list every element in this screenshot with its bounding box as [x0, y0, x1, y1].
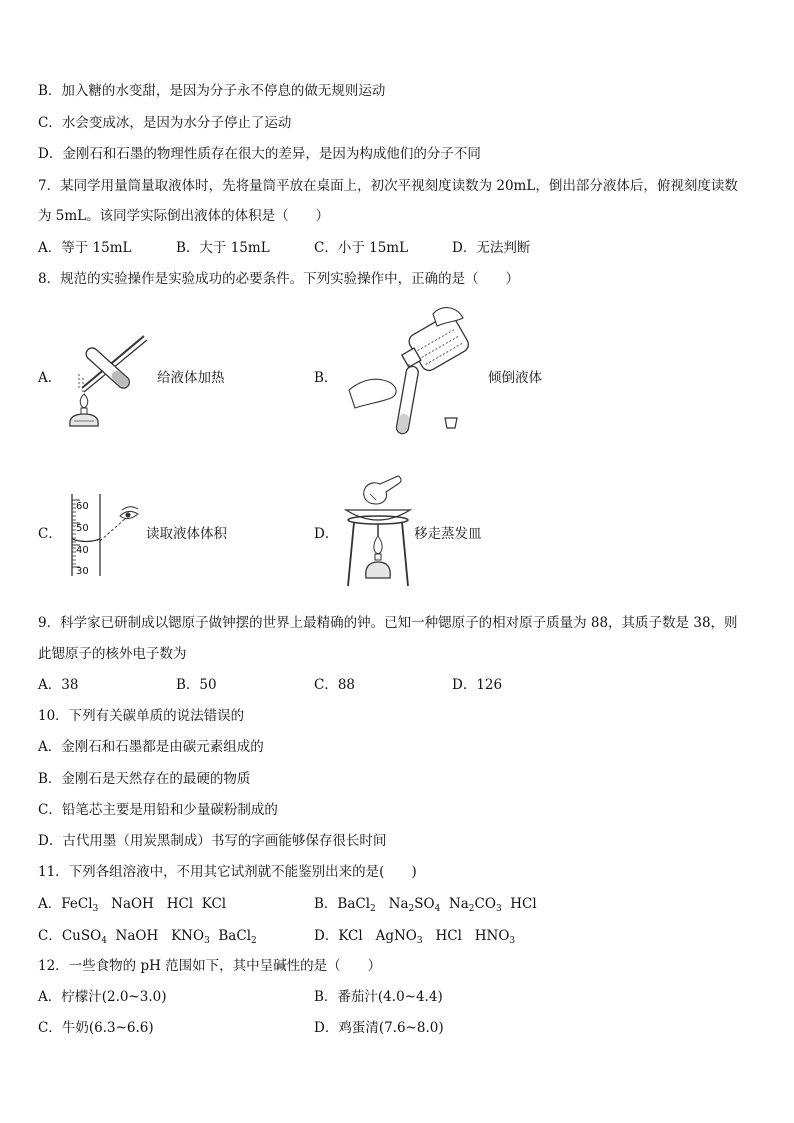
q9-option-a: A．38 [38, 677, 79, 693]
q9-stem-line1: 9．科学家已研制成以锶原子做钟摆的世界上最精确的钟。已知一种锶原子的相对原子质量为 88，其质子数是 38，则 [38, 615, 738, 631]
q8-option-d-letter: D． [314, 526, 339, 542]
q6-option-d: D．金刚石和石墨的物理性质存在很大的差异，是因为构成他们的分子不同 [38, 146, 481, 162]
cylinder-tick-30: 30 [76, 566, 89, 577]
cylinder-tick-50: 50 [76, 523, 89, 534]
q12-option-c: C．牛奶(6.3~6.6) [38, 1020, 154, 1036]
q9-option-d: D．126 [452, 677, 503, 693]
q7-option-c: C．小于 15mL [314, 240, 409, 256]
q11-option-a: A．FeCl$_3$ NaOH HCl KCl [38, 896, 227, 914]
q8-option-b-caption: 倾倒液体 [488, 370, 542, 386]
pouring-liquid-illustration [345, 302, 475, 437]
q11-option-d: D．KCl AgNO$_3$ HCl $HNO_3$ [314, 928, 516, 946]
q7-option-d: D．无法判断 [452, 240, 531, 256]
q8-option-d-caption: 移走蒸发皿 [414, 526, 482, 542]
q8-option-c-letter: C． [38, 526, 62, 542]
q9-option-b: B．50 [176, 677, 217, 693]
q10-stem: 10．下列有关碳单质的说法错误的 [38, 708, 245, 724]
q12-option-d: D．鸡蛋清(7.6~8.0) [314, 1020, 444, 1036]
q10-option-d: D．古代用墨（用炭黑制成）书写的字画能够保存很长时间 [38, 833, 387, 849]
q7-stem-line2: 为 5mL。该同学实际倒出液体的体积是（ ） [38, 208, 330, 224]
q11-option-b: B．BaCl$_2$ $Na_2SO_4$ $Na_2CO_3$ HCl [314, 896, 537, 914]
q11-stem: 11．下列各组溶液中，不用其它试剂就不能鉴别出来的是( ) [38, 864, 417, 880]
q7-stem-line1: 7．某同学用量筒量取液体时，先将量筒平放在桌面上，初次平视刻度读数为 20mL，倒出部分液体后，俯视刻度读数 [38, 178, 738, 194]
q6-option-c: C．水会变成冰，是因为水分子停止了运动 [38, 115, 292, 131]
heating-liquid-illustration [62, 330, 158, 430]
graduated-cylinder-illustration [68, 494, 148, 578]
q7-option-b: B．大于 15mL [176, 240, 270, 256]
q6-option-b: B．加入糖的水变甜，是因为分子永不停息的做无规则运动 [38, 83, 386, 99]
q7-option-a: A．等于 15mL [38, 240, 132, 256]
q8-stem: 8．规范的实验操作是实验成功的必要条件。下列实验操作中，正确的是（ ） [38, 271, 520, 287]
q9-stem-line2: 此锶原子的核外电子数为 [38, 646, 187, 662]
q12-stem: 12．一些食物的 pH 范围如下，其中呈碱性的是（ ） [38, 958, 382, 974]
q11-option-c: C．CuSO$_4$ NaOH $KNO_3$ BaCl$_2$ [38, 928, 257, 946]
q8-option-c-caption: 读取液体体积 [146, 526, 227, 542]
cylinder-tick-60: 60 [76, 501, 89, 512]
q8-option-a-letter: A． [38, 370, 62, 386]
q12-option-b: B．番茄汁(4.0~4.4) [314, 989, 443, 1005]
q10-option-a: A．金刚石和石墨都是由碳元素组成的 [38, 739, 264, 755]
q9-option-c: C．88 [314, 677, 356, 693]
q10-option-b: B．金刚石是天然存在的最硬的物质 [38, 771, 251, 787]
evaporating-dish-illustration [340, 474, 416, 590]
q8-option-a-caption: 给液体加热 [157, 370, 225, 386]
q8-option-b-letter: B． [314, 370, 338, 386]
q10-option-c: C．铅笔芯主要是用铅和少量碳粉制成的 [38, 802, 278, 818]
q12-option-a: A．柠檬汁(2.0~3.0) [38, 989, 167, 1005]
cylinder-tick-40: 40 [76, 545, 89, 556]
